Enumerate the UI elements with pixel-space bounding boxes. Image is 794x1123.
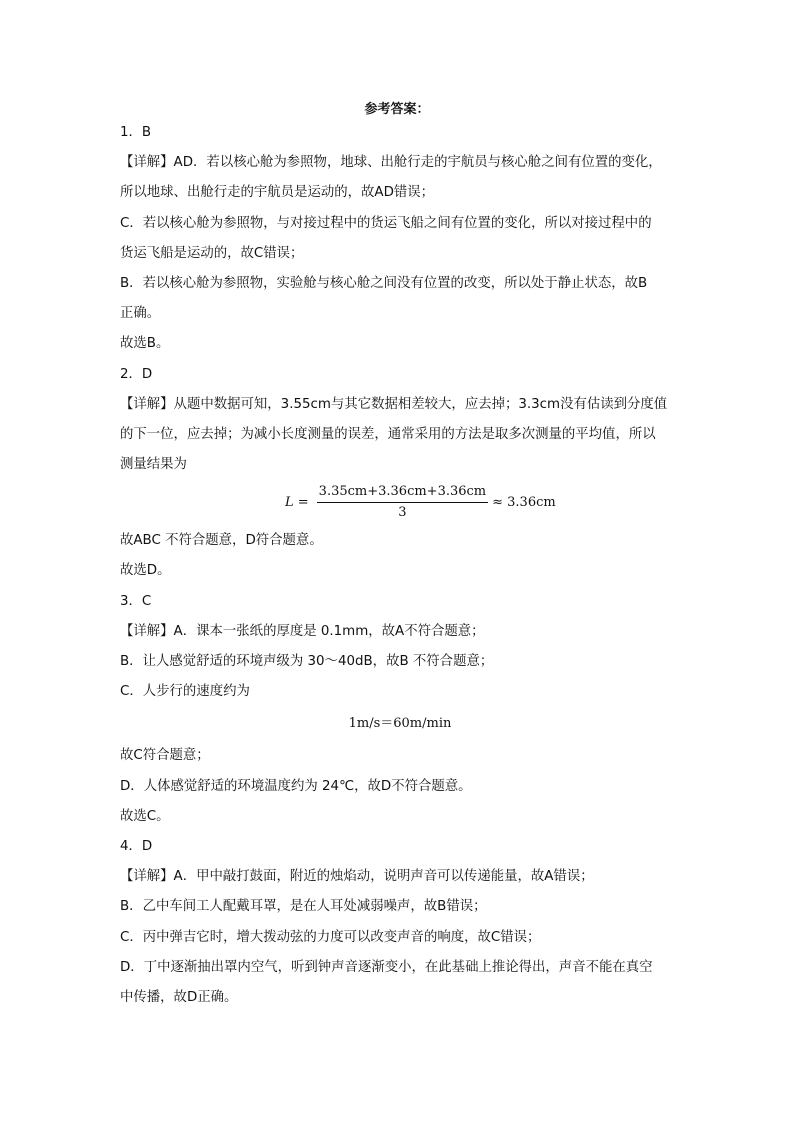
q1-conclusion: 故选B。 <box>120 336 170 352</box>
q3-explanation-line: 【详解】A．课本一张纸的厚度是 0.1mm，故A不符合题意； <box>120 623 485 639</box>
formula-rhs: ≈ 3.36cm <box>492 494 556 510</box>
q4-explanation-line: 中传播，故D正确。 <box>120 989 238 1005</box>
q1-explanation-line: 所以地球、出舱行走的宇航员是运动的，故AD错误； <box>120 185 435 201</box>
q2-formula <box>285 484 556 521</box>
q3-answer: 3．C <box>120 593 152 609</box>
q1-explanation-line: 正确。 <box>120 306 161 322</box>
formula-numerator: 3.35cm+3.36cm+3.36cm <box>317 484 488 503</box>
q4-explanation-line: 【详解】A．甲中敲打鼓面，附近的烛焰动，说明声音可以传递能量，故A错误； <box>120 869 594 885</box>
q3-conclusion: 故选C。 <box>120 808 170 824</box>
q4-answer: 4．D <box>120 838 153 854</box>
q2-conclusion: 故选D。 <box>120 563 171 579</box>
q3-equation: 1m/s＝60m/min <box>348 716 452 732</box>
q4-explanation-line: D．丁中逐渐抽出罩内空气，听到钟声音逐渐变小，在此基础上推论得出，声音不能在真空 <box>120 959 653 975</box>
q3-explanation-line: B．让人感觉舒适的环境声级为 30～40dB，故B 不符合题意； <box>120 654 494 669</box>
q2-explanation-line: 的下一位，应去掉；为减小长度测量的误差，通常采用的方法是取多次测量的平均值，所以 <box>120 426 656 442</box>
q3-explanation-line: C．人步行的速度约为 <box>120 684 250 700</box>
q3-explanation-line: D．人体感觉舒适的环境温度约为 24℃，故D不符合题意。 <box>120 778 472 794</box>
formula-fraction <box>317 484 488 521</box>
q1-answer: 1．B <box>120 125 152 140</box>
q2-explanation-line: 测量结果为 <box>120 457 187 473</box>
q1-explanation-line: B．若以核心舱为参照物，实验舱与核心舱之间没有位置的改变，所以处于静止状态，故B <box>120 275 648 291</box>
q1-explanation-line: C．若以核心舱为参照物，与对接过程中的货运飞船之间有位置的变化，所以对接过程中的 <box>120 215 652 231</box>
q4-explanation-line: B．乙中车间工人配戴耳罩，是在人耳处减弱噪声，故B错误； <box>120 899 487 915</box>
formula-denominator: 3 <box>398 505 407 521</box>
q1-explanation-line: 货运飞船是运动的，故C错误； <box>120 245 304 261</box>
formula-lhs: L = <box>285 494 309 510</box>
answer-content <box>120 118 680 1013</box>
q2-explanation-line: 【详解】从题中数据可知，3.55cm与其它数据相差较大，应去掉；3.3cm没有估读到分度值 <box>120 396 668 412</box>
q2-explanation-line: 故ABC 不符合题意，D符合题意。 <box>120 533 323 549</box>
q1-explanation-line: 【详解】AD．若以核心舱为参照物，地球、出舱行走的宇航员与核心舱之间有位置的变化， <box>120 155 662 171</box>
page-title: 参考答案： <box>364 102 430 117</box>
q2-formula-row <box>120 480 680 526</box>
q2-answer: 2．D <box>120 366 153 382</box>
q3-explanation-line: 故C符合题意； <box>120 748 210 764</box>
q4-explanation-line: C．丙中弹吉它时，增大拨动弦的力度可以改变声音的响度，故C错误； <box>120 929 541 945</box>
